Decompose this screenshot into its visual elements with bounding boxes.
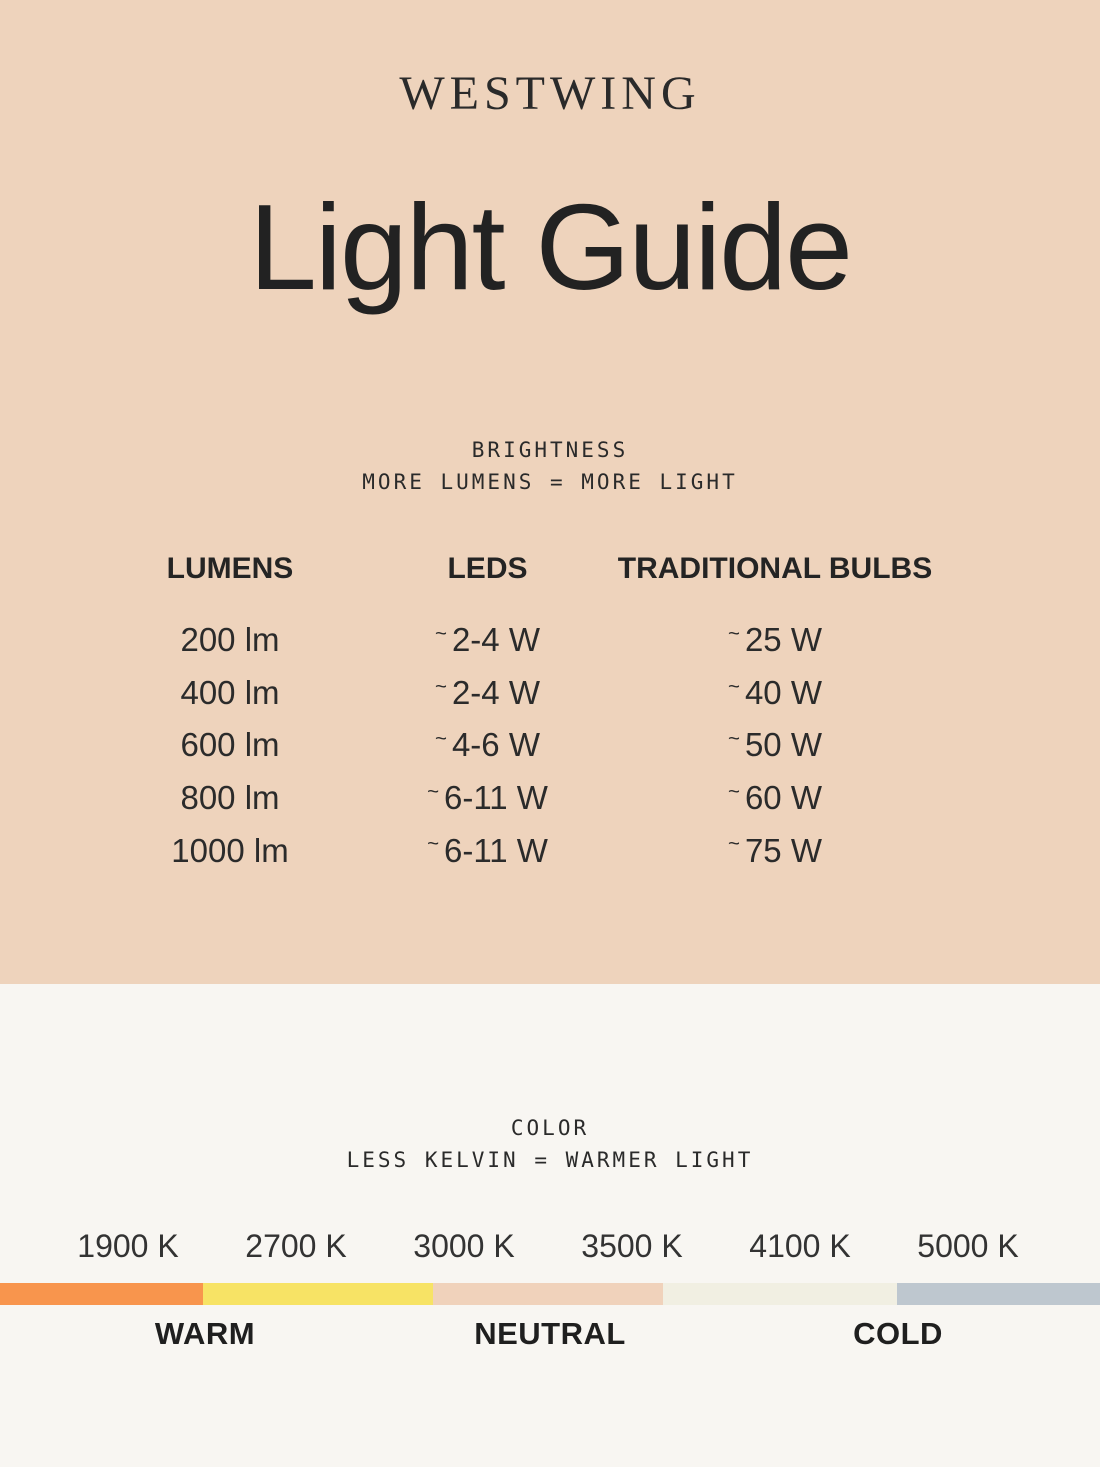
bar-segment-warm-yellow — [203, 1283, 433, 1305]
color-heading: COLOR — [510, 1116, 590, 1140]
bar-segment-warm-orange — [0, 1283, 203, 1305]
approx-symbol: ~ — [728, 779, 740, 803]
lumens-value: 1000 lm — [171, 831, 289, 869]
approx-symbol: ~ — [427, 832, 439, 856]
approx-symbol: ~ — [435, 674, 447, 698]
led-watt-value — [380, 674, 595, 712]
led-watt-text: 2-4 W — [451, 673, 540, 711]
led-watt-text: 6-11 W — [444, 831, 548, 869]
led-watt-value — [380, 726, 595, 764]
lumens-value: 400 lm — [180, 673, 280, 711]
color-temperature-bar — [0, 1283, 1100, 1305]
bar-segment-cold-blue — [897, 1283, 1100, 1305]
bulb-watt-value — [595, 621, 955, 659]
table-header-leds: LEDS — [447, 552, 528, 585]
brightness-subheading: MORE LUMENS = MORE LIGHT — [362, 470, 738, 494]
bulb-watt-text: 75 W — [744, 831, 822, 869]
color-section — [0, 984, 1100, 1467]
lumens-value: 200 lm — [180, 621, 280, 659]
temperature-label-neutral: NEUTRAL — [474, 1316, 626, 1351]
bulb-watt-text: 40 W — [744, 673, 822, 711]
bulb-watt-text: 60 W — [744, 779, 822, 817]
brand-logo: WESTWING — [399, 67, 701, 120]
temperature-label-warm: WARM — [154, 1316, 256, 1351]
bulb-watt-value — [595, 726, 955, 764]
lumens-conversion-table — [80, 552, 955, 877]
bulb-watt-text: 25 W — [744, 621, 822, 659]
approx-symbol: ~ — [728, 674, 740, 698]
bar-segment-neutral-peach — [433, 1283, 663, 1305]
kelvin-label: 5000 K — [917, 1228, 1019, 1264]
kelvin-scale-labels — [0, 1228, 1100, 1265]
bar-segment-neutral-cream — [663, 1283, 897, 1305]
led-watt-text: 6-11 W — [444, 779, 548, 817]
kelvin-label: 4100 K — [749, 1228, 851, 1264]
lumens-value: 800 lm — [180, 779, 280, 817]
table-header-lumens: LUMENS — [166, 552, 294, 585]
led-watt-value — [380, 832, 595, 870]
kelvin-label: 1900 K — [77, 1228, 179, 1264]
approx-symbol: ~ — [728, 622, 740, 646]
bulb-watt-value — [595, 832, 955, 870]
led-watt-text: 4-6 W — [451, 726, 540, 764]
bulb-watt-value — [595, 779, 955, 817]
page-title: Light Guide — [249, 179, 851, 315]
led-watt-value — [380, 779, 595, 817]
color-subheading: LESS KELVIN = WARMER LIGHT — [346, 1148, 754, 1172]
approx-symbol: ~ — [728, 832, 740, 856]
table-header-traditional-bulbs: TRADITIONAL BULBS — [617, 552, 933, 585]
kelvin-label: 3500 K — [581, 1228, 683, 1264]
kelvin-label: 2700 K — [245, 1228, 347, 1264]
led-watt-text: 2-4 W — [451, 621, 540, 659]
lumens-value: 600 lm — [180, 726, 280, 764]
brightness-heading: BRIGHTNESS — [471, 438, 629, 462]
approx-symbol: ~ — [435, 622, 447, 646]
bulb-watt-value — [595, 674, 955, 712]
bulb-watt-text: 50 W — [744, 726, 822, 764]
kelvin-label: 3000 K — [413, 1228, 515, 1264]
approx-symbol: ~ — [728, 727, 740, 751]
led-watt-value — [380, 621, 595, 659]
approx-symbol: ~ — [435, 727, 447, 751]
temperature-label-cold: COLD — [853, 1316, 943, 1351]
approx-symbol: ~ — [427, 779, 439, 803]
